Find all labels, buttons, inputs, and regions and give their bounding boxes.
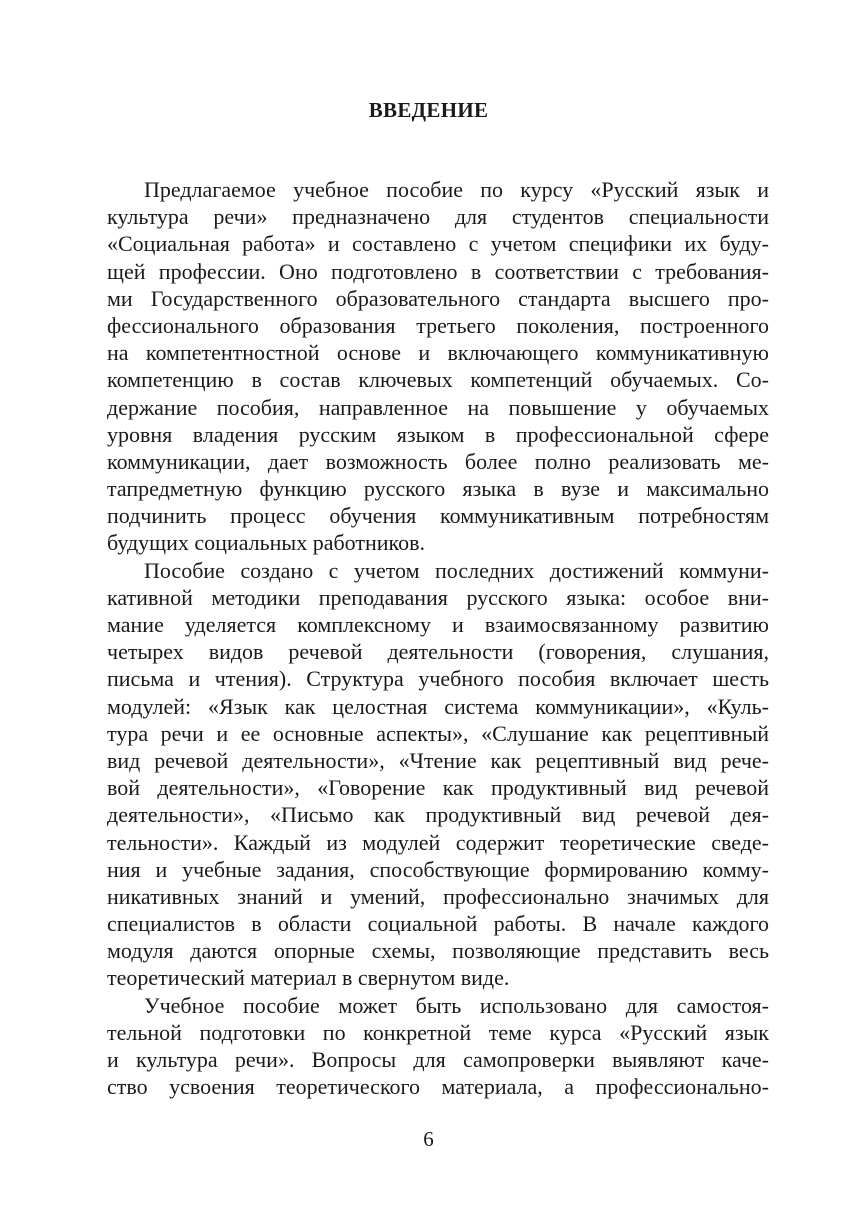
text-line: ство усвоения теоретического материала, а профессионально- — [107, 1074, 769, 1100]
text-line: мание уделяется комплексному и взаимосвязанному развитию — [107, 612, 769, 637]
text-line: модуля даются опорные схемы, позволяющие представить весь — [107, 938, 769, 964]
text-line: щей профессии. Оно подготовлено в соответствии с требования- — [107, 258, 769, 284]
text-line: компетенцию в состав ключевых компетенций обучаемых. Со- — [107, 367, 769, 393]
text-line: кативной методики преподавания русского языка: особое вни- — [107, 584, 769, 610]
text-line: модулей: «Язык как целостная система коммуникации», «Куль- — [107, 693, 769, 719]
text-line: культура речи» предназначено для студентов специальности — [107, 204, 769, 230]
paragraph — [107, 176, 769, 557]
text-line: деятельности», «Письмо как продуктивный вид речевой дея- — [107, 802, 769, 828]
text-line: вой деятельности», «Говорение как продуктивный вид речевой — [107, 775, 769, 801]
text-line: уровня владения русским языком в профессиональной сфере — [107, 421, 769, 447]
paragraph — [107, 557, 769, 992]
body-text — [107, 176, 769, 1100]
text-line: тура речи и ее основные аспекты», «Слушание как рецептивный — [107, 720, 769, 746]
text-line: и культура речи». Вопросы для самопроверки выявляют каче- — [107, 1047, 769, 1072]
text-line: Учебное пособие может быть использовано для самостоя- — [144, 992, 769, 1018]
paragraph — [107, 992, 769, 1101]
text-line: держание пособия, направленное на повышение у обучаемых — [107, 394, 769, 420]
text-line: на компетентностной основе и включающего коммуникативную — [107, 340, 769, 366]
text-line: специалистов в области социальной работы. В начале каждого — [107, 911, 769, 937]
text-line: четырех видов речевой деятельности (говорения, слушания, — [107, 639, 769, 665]
text-line: никативных знаний и умений, профессионально значимых для — [107, 883, 769, 909]
text-line: тапредметную функцию русского языка в вузе и максимально — [107, 476, 769, 502]
text-line: ния и учебные задания, способствующие формированию комму- — [107, 856, 769, 882]
text-line: фессионального образования третьего поколения, построенного — [107, 312, 769, 338]
text-line: «Социальная работа» и составлено с учетом специфики их буду- — [107, 231, 769, 257]
page-number: 6 — [423, 1127, 434, 1151]
text-line: подчинить процесс обучения коммуникативным потребностям — [107, 503, 769, 529]
text-line: письма и чтения). Структура учебного пособия включает шесть — [107, 666, 769, 692]
text-line: Предлагаемое учебное пособие по курсу «Русский язык и — [144, 177, 769, 202]
text-line: будущих социальных работников. — [107, 530, 426, 556]
chapter-title: ВВЕДЕНИЕ — [368, 98, 489, 122]
text-line: ми Государственного образовательного стандарта высшего про- — [107, 285, 769, 311]
text-line: тельной подготовки по конкретной теме курса «Русский язык — [107, 1019, 769, 1045]
text-line: тельности». Каждый из модулей содержит теоретические сведе- — [107, 829, 769, 855]
text-line: вид речевой деятельности», «Чтение как рецептивный вид рече- — [107, 747, 769, 773]
text-line: коммуникации, дает возможность более полно реализовать ме- — [107, 448, 769, 474]
text-line: Пособие создано с учетом последних достижений коммуни- — [144, 557, 769, 583]
text-line: теоретический материал в свернутом виде. — [107, 965, 510, 991]
